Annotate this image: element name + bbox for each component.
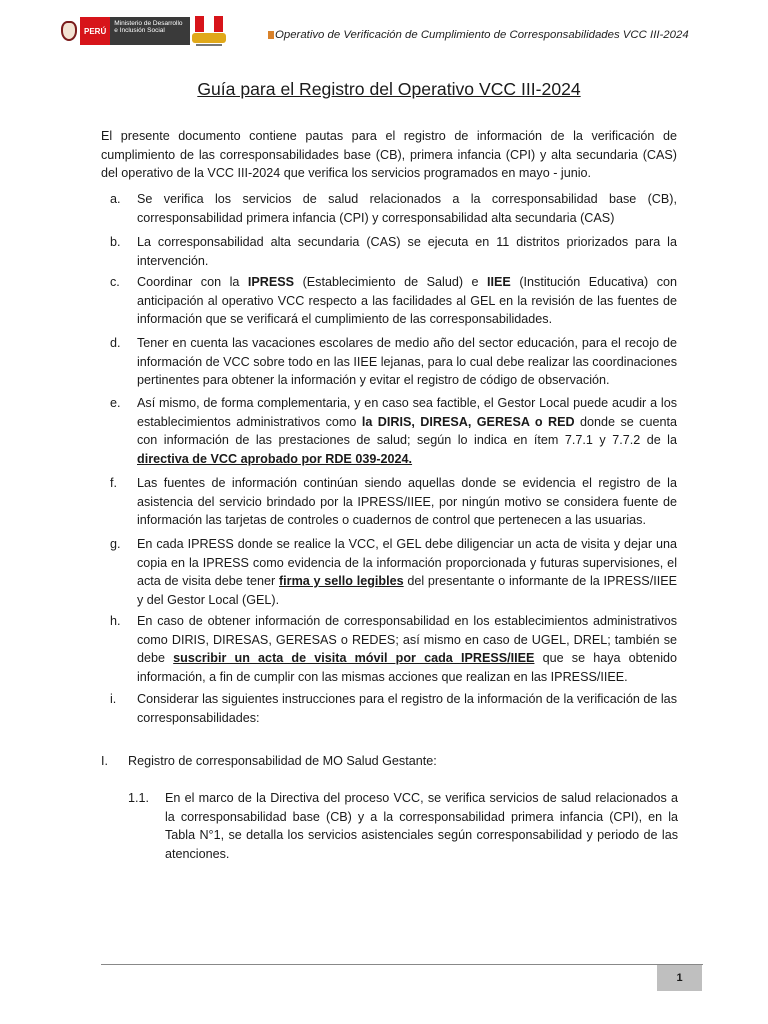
directive-reference: directiva de VCC aprobado por RDE 039-2024. [137,451,413,466]
coat-of-arms-icon [58,17,80,45]
page-header [0,0,768,60]
subsection-1-1 [128,789,678,863]
list-marker: e. [110,396,121,410]
list-item-h [101,612,677,686]
section-title: Registro de corresponsabilidad de MO Salud Gestante: [128,754,437,768]
list-item-f [101,474,677,530]
list-marker: c. [110,275,120,289]
list-item-g [101,535,677,609]
list-item-a [101,190,677,227]
peru-label: PERÚ [80,17,110,45]
list-marker: g. [110,537,121,551]
list-item-text: Coordinar con la IPRESS (Establecimiento de Salud) e IIEE (Institución Educativa) con anticipación al operativo VCC respecto a las facilidades al GEL en la revisión de las fuentes de información que se verificará el cumplimiento de las corresponsabilidades. [137,275,678,326]
ministry-label: Ministerio de Desarrollo e Inclusión Social [110,17,190,45]
list-item-text: En caso de obtener información de corresponsabilidad en los establecimientos administrativos como DIRIS, DIRESAS, GERESAS o REDES; así mismo en caso de UGEL, DREL; también se debe suscribir un acta de visita móvil por cada IPRESS/IIEE que se haya obtenido información, a fin de cumplir con las mismas acciones que realizan en las IPRESS/IIEE. [137,614,677,684]
running-header-text: Operativo de Verificación de Cumplimiento de Corresponsabilidades VCC III-2024 [275,29,689,41]
list-marker: a. [110,192,121,206]
list-marker: b. [110,235,121,249]
page-number: 1 [657,965,702,991]
list-item-text: Las fuentes de información continúan siendo aquellas donde se evidencia el registro de la asistencia del servicio brindado por la IPRESS/IIEE, por ningún motivo se considera fuente de información las tarjetas de controles o cuadernos de control que pertenecen a las usuarias. [137,476,677,527]
list-marker: h. [110,614,121,628]
list-item-text: Se verifica los servicios de salud relacionados a la corresponsabilidad base (CB), corresponsabilidad primera infancia (CPI) y corresponsabilidad alta secundaria (CAS) [137,192,677,225]
subsection-text: En el marco de la Directiva del proceso VCC, se verifica servicios de salud relacionados a la corresponsabilidad base (CB) y a la corresponsabilidad primera infancia (CPI), en la Tabla N°1, se detalla los servicios asistenciales según corresponsabilidad y periodo de las atenciones. [165,791,678,861]
footer-divider [101,964,703,965]
list-item-b [101,233,677,270]
admin-entities-term: la DIRIS, DIRESA, GERESA o RED [361,414,575,429]
header-marker-icon [268,31,274,39]
list-marker: f. [110,476,117,490]
list-item-text: La corresponsabilidad alta secundaria (CAS) se ejecuta en 11 distritos priorizados para la intervención. [137,235,677,268]
section-number: I. [101,754,108,768]
list-marker: d. [110,336,121,350]
signature-requirement: firma y sello legibles [278,574,404,588]
list-item-text: En cada IPRESS donde se realice la VCC, el GEL debe diligenciar un acta de visita y dejar una copia en la IPRESS como evidencia de la información proporcionada y futuras supervisiones, el acta de visita debe tener firma y sello legibles del presentante o informante de la IPRESS/IIEE y del Gestor Local (GEL). [137,537,677,607]
list-item-text: Así mismo, de forma complementaria, y en caso sea factible, el Gestor Local puede acudir a los establecimientos administrativos como la DIRIS, DIRESA, GERESA o RED donde se cuenta con información de las prestaciones de salud; según lo indica en ítem 7.7.1 y 7.7.2 de la directiva de VCC aprobado por RDE 039-2024. [137,396,677,466]
list-item-c [101,273,677,329]
document-title: Guía para el Registro del Operativo VCC III-2024 [197,79,581,99]
list-item-text: Considerar las siguientes instrucciones para el registro de la información de la verificación de las corresponsabilidades: [137,692,677,725]
list-marker: i. [110,692,117,706]
list-item-e [101,394,677,468]
list-item-i [101,690,677,727]
mobile-visit-requirement: suscribir un acta de visita móvil por cada IPRESS/IIEE [173,651,535,665]
juntos-logo-icon [192,16,226,46]
intro-paragraph: El presente documento contiene pautas para el registro de información de la verificación de cumplimiento de las corresponsabilidades base (CB), primera infancia (CPI) y alta secundaria (CAS) del operativo de la VCC III-2024 que verifica los servicios programados en mayo - junio. [101,129,677,180]
list-item-d [101,334,677,390]
ipress-term: IPRESS [247,275,295,289]
iiee-term: IIEE [487,275,511,289]
list-item-text: Tener en cuenta las vacaciones escolares de medio año del sector educación, para el recojo de información de VCC sobre todo en las IIEE lejanas, para lo cual debe realizar las coordinaciones pertinentes para obtener la información y evitar el registro de código de observación. [137,336,677,387]
subsection-number: 1.1. [128,791,150,805]
running-header [268,29,689,41]
government-logo [58,17,190,45]
